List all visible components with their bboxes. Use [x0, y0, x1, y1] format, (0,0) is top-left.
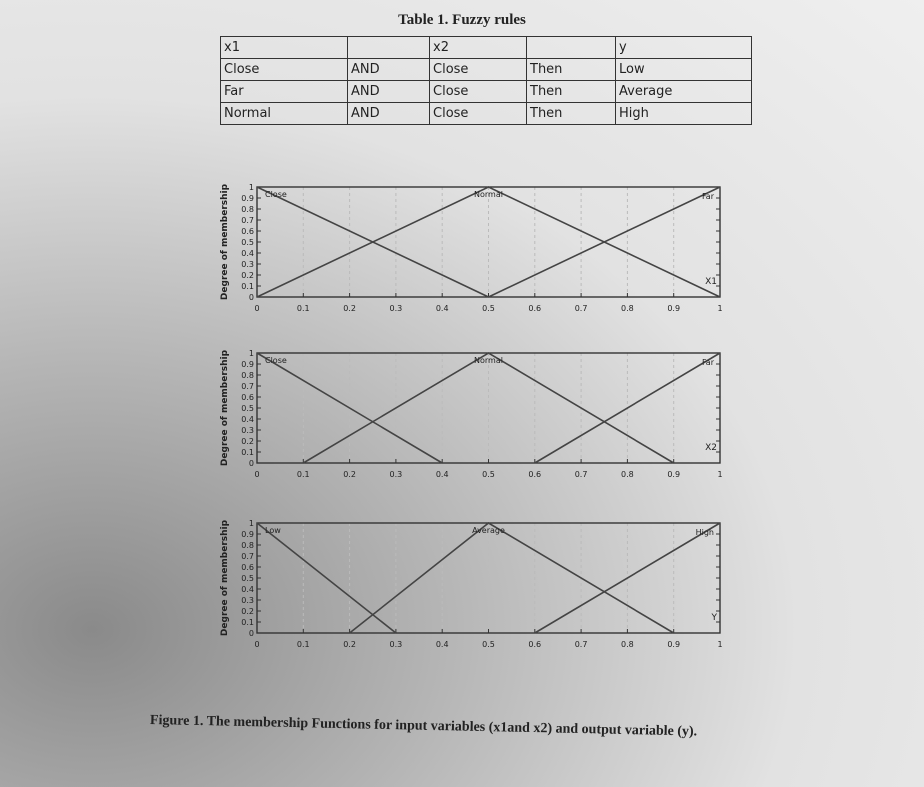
y-tick-label: 1 [248, 183, 254, 192]
table-cell: Then [527, 81, 616, 103]
series-line-average [350, 523, 674, 633]
y-axis-title: Degree of membership [220, 349, 230, 467]
x-tick-label: 0.7 [574, 470, 588, 479]
x-tick-label: 0.4 [435, 640, 449, 649]
table-cell: Close [430, 81, 527, 103]
table-cell: Then [527, 103, 616, 125]
membership-chart-x2 [215, 343, 735, 493]
y-tick-label: 0.9 [241, 530, 254, 539]
x-tick-label: 1 [717, 304, 723, 313]
x-tick-label: 0.1 [296, 304, 310, 313]
series-label: Normal [474, 190, 503, 199]
x-tick-label: 0 [254, 304, 260, 313]
membership-chart-y [215, 513, 735, 663]
table-cell: Average [616, 81, 752, 103]
series-label: High [695, 528, 714, 537]
y-tick-label: 0.8 [241, 205, 254, 214]
chart-svg [215, 177, 735, 327]
x-tick-label: 0.6 [528, 470, 542, 479]
y-tick-label: 0.1 [241, 282, 254, 291]
y-tick-label: 0.4 [241, 585, 254, 594]
x-tick-label: 0.8 [621, 304, 634, 313]
x-tick-label: 1 [717, 640, 723, 649]
x-tick-label: 0 [254, 470, 260, 479]
table-row [221, 59, 752, 81]
x-tick-label: 0.1 [296, 640, 310, 649]
x-tick-label: 0.5 [482, 470, 495, 479]
series-label: Close [265, 356, 287, 365]
x-tick-label: 0.8 [621, 640, 634, 649]
table-cell: Close [221, 59, 348, 81]
x-tick-label: 0.2 [343, 304, 356, 313]
y-tick-label: 0.6 [241, 227, 254, 236]
x-tick-label: 0.9 [667, 470, 681, 479]
series-label: Low [265, 526, 281, 535]
y-tick-label: 0.7 [241, 216, 254, 225]
y-tick-label: 0.1 [241, 618, 254, 627]
y-tick-label: 0.7 [241, 552, 254, 561]
fuzzy-rules-table [220, 36, 752, 125]
x-tick-label: 0.9 [667, 304, 681, 313]
x-tick-label: 0.2 [343, 640, 356, 649]
table-cell: Then [527, 59, 616, 81]
table-title: Table 1. Fuzzy rules [398, 12, 526, 28]
y-tick-label: 0.3 [241, 260, 254, 269]
table-row [221, 81, 752, 103]
y-tick-label: 0.6 [241, 563, 254, 572]
x-tick-label: 0.5 [482, 304, 495, 313]
table-row [221, 103, 752, 125]
header-cell-x1: x1 [221, 37, 348, 59]
table-cell: AND [348, 59, 430, 81]
y-tick-label: 0 [248, 459, 254, 468]
x-tick-label: 0.3 [389, 470, 403, 479]
y-tick-label: 0.4 [241, 249, 254, 258]
x-tick-label: 0.5 [482, 640, 495, 649]
y-tick-label: 0.2 [241, 607, 254, 616]
y-tick-label: 0.5 [241, 574, 254, 583]
variable-label: Y [711, 613, 717, 623]
table-cell: Low [616, 59, 752, 81]
membership-chart-x1 [215, 177, 735, 327]
y-tick-label: 0.2 [241, 437, 254, 446]
x-tick-label: 0.7 [574, 640, 588, 649]
x-tick-label: 0.3 [389, 640, 403, 649]
series-line-close [257, 353, 442, 463]
y-tick-label: 0.9 [241, 360, 254, 369]
y-tick-label: 0.2 [241, 271, 254, 280]
x-tick-label: 0.7 [574, 304, 588, 313]
series-line-far [535, 353, 720, 463]
header-cell-y: y [616, 37, 752, 59]
series-label: Normal [474, 356, 503, 365]
variable-label: X1 [705, 277, 717, 287]
x-tick-label: 0.6 [528, 304, 542, 313]
y-tick-label: 0.4 [241, 415, 254, 424]
table-cell: Far [221, 81, 348, 103]
series-line-high [535, 523, 720, 633]
y-tick-label: 0.8 [241, 371, 254, 380]
x-tick-label: 0.9 [667, 640, 681, 649]
table-cell: Close [430, 103, 527, 125]
figure-caption: Figure 1. The membership Functions for input variables (x1and x2) and output variable (y). [149, 713, 698, 740]
series-line-low [257, 523, 396, 633]
x-tick-label: 1 [717, 470, 723, 479]
table-cell: AND [348, 103, 430, 125]
y-tick-label: 1 [248, 519, 254, 528]
chart-svg [215, 343, 735, 493]
chart-svg [215, 513, 735, 663]
table-cell: AND [348, 81, 430, 103]
table-cell: High [616, 103, 752, 125]
header-cell-blank-1 [348, 37, 430, 59]
y-tick-label: 0.7 [241, 382, 254, 391]
y-tick-label: 0.5 [241, 238, 254, 247]
series-label: Far [701, 192, 714, 201]
header-cell-blank-2 [527, 37, 616, 59]
table-cell: Normal [221, 103, 348, 125]
x-tick-label: 0.1 [296, 470, 310, 479]
x-tick-label: 0.2 [343, 470, 356, 479]
y-tick-label: 0.8 [241, 541, 254, 550]
series-label: Average [472, 526, 505, 535]
y-tick-label: 1 [248, 349, 254, 358]
x-tick-label: 0.4 [435, 304, 449, 313]
y-tick-label: 0.3 [241, 426, 254, 435]
y-tick-label: 0.9 [241, 194, 254, 203]
header-cell-x2: x2 [430, 37, 527, 59]
x-tick-label: 0.8 [621, 470, 634, 479]
y-tick-label: 0.1 [241, 448, 254, 457]
variable-label: X2 [705, 443, 717, 453]
y-tick-label: 0.3 [241, 596, 254, 605]
y-tick-label: 0.5 [241, 404, 254, 413]
y-tick-label: 0.6 [241, 393, 254, 402]
y-tick-label: 0 [248, 629, 254, 638]
series-label: Far [701, 358, 714, 367]
x-tick-label: 0.3 [389, 304, 403, 313]
y-tick-label: 0 [248, 293, 254, 302]
x-tick-label: 0.6 [528, 640, 542, 649]
table-header-row [221, 37, 752, 59]
table-cell: Close [430, 59, 527, 81]
y-axis-title: Degree of membership [220, 519, 230, 637]
x-tick-label: 0.4 [435, 470, 449, 479]
series-label: Close [265, 190, 287, 199]
y-axis-title: Degree of membership [220, 183, 230, 301]
x-tick-label: 0 [254, 640, 260, 649]
